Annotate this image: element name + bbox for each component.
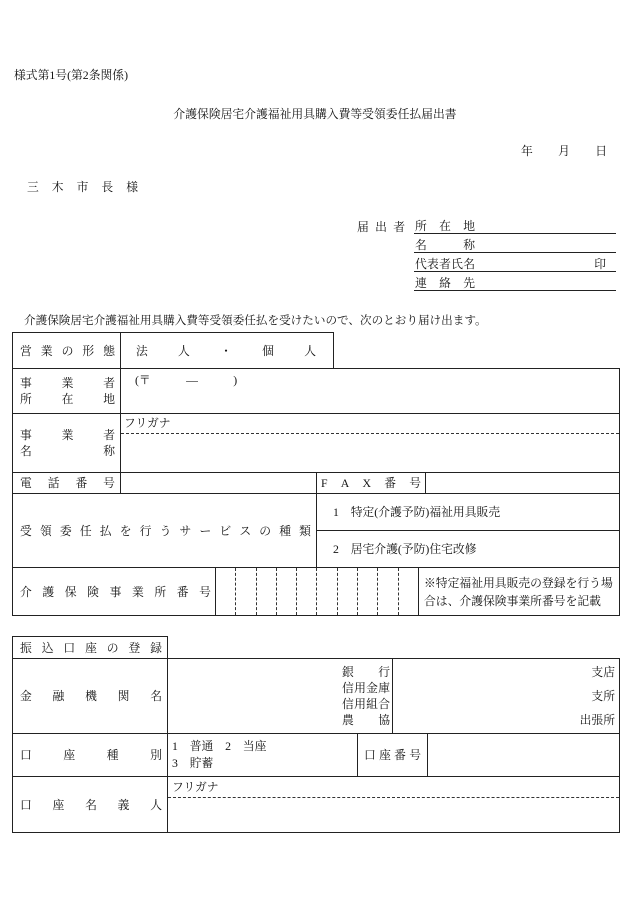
date-day-label: 日	[595, 144, 607, 158]
institution-entry[interactable]	[167, 658, 393, 734]
glyph: 人	[304, 343, 316, 358]
notifier-representative-row	[414, 258, 616, 272]
notifier-address-label	[415, 220, 475, 233]
office-number-digit[interactable]	[256, 568, 276, 615]
fax-label	[317, 475, 425, 491]
postal-code-field: (〒 — )	[135, 373, 238, 387]
glyph: 行	[139, 523, 152, 538]
office-number-digit[interactable]	[296, 568, 316, 615]
glyph: 者	[103, 428, 115, 442]
glyph: 別	[150, 748, 162, 762]
glyph: 地	[463, 219, 475, 233]
bank-section-label	[13, 640, 167, 656]
business-name-label-line1	[13, 427, 120, 443]
business-address-label-cell	[12, 368, 121, 414]
branch-entry[interactable]	[392, 658, 620, 734]
business-type-label	[13, 343, 120, 359]
glyph: 業	[61, 376, 74, 390]
branch-type-agency: 出張所	[579, 713, 615, 727]
glyph: 話	[47, 476, 60, 490]
glyph: 委	[59, 523, 72, 538]
glyph: 名	[463, 257, 475, 271]
business-name-entry[interactable]	[121, 434, 619, 472]
glyph: 人	[150, 797, 162, 812]
notifier-representative-label	[415, 258, 475, 271]
bank-section-header	[12, 636, 168, 659]
office-number-label-cell	[12, 567, 216, 616]
glyph: 所	[20, 392, 32, 406]
date-month-label: 月	[558, 144, 570, 158]
form-title: 介護保険居宅介護福祉用具購入費等受領委任払届出書	[173, 107, 457, 121]
date-year-label: 年	[521, 144, 533, 158]
office-number-digit[interactable]	[398, 568, 418, 615]
holder-label	[13, 797, 167, 813]
institution-type-ja	[342, 712, 390, 728]
phone-entry[interactable]	[120, 472, 317, 494]
glyph: 態	[103, 343, 115, 358]
glyph: X	[362, 476, 371, 490]
glyph: ー	[199, 523, 212, 538]
glyph: 名	[150, 689, 162, 703]
holder-furigana-row[interactable]	[168, 777, 619, 798]
glyph: 類	[299, 523, 311, 538]
glyph: 長	[101, 180, 114, 194]
glyph: う	[159, 523, 172, 538]
glyph: 在	[61, 392, 74, 406]
glyph: 法	[136, 343, 148, 358]
glyph: 金	[20, 689, 32, 703]
glyph: 業	[131, 584, 144, 599]
office-number-digit[interactable]	[316, 568, 336, 615]
glyph: 代	[415, 257, 427, 271]
glyph: を	[119, 523, 132, 538]
glyph: 氏	[451, 257, 463, 271]
fax-entry[interactable]	[425, 472, 620, 494]
glyph: 番	[394, 748, 406, 762]
glyph: 者	[393, 220, 405, 234]
glyph: 保	[64, 584, 77, 599]
glyph: 業	[61, 428, 74, 442]
glyph: 号	[103, 476, 115, 490]
holder-cell	[167, 776, 620, 833]
intro-text: 介護保険居宅介護福祉用具購入費等受領委任払を受けたいので、次のとおり届け出ます。	[24, 314, 487, 327]
office-number-digit[interactable]	[337, 568, 357, 615]
form-number: 様式第1号(第2条関係)	[14, 68, 129, 82]
notifier-address-row	[414, 220, 616, 234]
account-type-label	[13, 747, 167, 763]
glyph: 受	[20, 523, 32, 538]
institution-type-credit-union	[342, 696, 390, 712]
institution-type-list	[342, 664, 390, 728]
glyph: 業	[40, 343, 53, 358]
holder-label-cell	[12, 776, 168, 833]
glyph: 名	[415, 238, 427, 252]
glyph: 営	[20, 343, 32, 358]
glyph: 三	[27, 180, 39, 194]
glyph: 口	[364, 748, 376, 762]
office-number-note-cell	[418, 567, 620, 616]
glyph: 在	[439, 219, 451, 233]
office-number-note: ※特定福祉用具販売の登録を行う場合は、介護保険事業所番号を記載	[424, 575, 613, 608]
account-type-line-1: 1 普通 2 当座	[172, 739, 267, 753]
business-address-label-line2	[13, 391, 120, 407]
glyph: 称	[103, 444, 115, 458]
glyph: 称	[463, 238, 475, 252]
glyph: 口	[20, 797, 32, 812]
business-type-label-cell	[12, 332, 121, 369]
glyph: 融	[52, 689, 65, 703]
glyph: 名	[20, 444, 32, 458]
business-type-options-cell	[120, 332, 334, 369]
addressee	[27, 181, 138, 193]
business-name-label-line2	[13, 443, 120, 459]
glyph: 行	[378, 665, 390, 679]
business-address-entry[interactable]	[120, 368, 620, 414]
glyph: F	[321, 476, 328, 490]
holder-furigana-label: フリガナ	[172, 780, 219, 794]
glyph: サ	[179, 523, 192, 538]
glyph: 事	[20, 376, 32, 390]
glyph: ビ	[219, 523, 232, 538]
glyph: 所	[154, 584, 167, 599]
glyph: 機	[85, 689, 97, 703]
office-number-digit[interactable]	[276, 568, 296, 615]
holder-name-entry[interactable]	[168, 798, 619, 832]
phone-label-cell	[12, 472, 121, 494]
glyph: 介	[20, 584, 32, 599]
office-number-digit-boxes	[215, 567, 419, 616]
glyph: 出	[375, 220, 387, 234]
account-number-entry[interactable]	[427, 733, 620, 777]
notifier-contact-entry[interactable]	[475, 277, 616, 290]
glyph: 金	[366, 681, 378, 695]
glyph: 座	[379, 748, 391, 762]
submission-date	[521, 145, 607, 157]
glyph: 録	[150, 640, 162, 655]
notifier-representative-entry[interactable]	[475, 258, 594, 271]
furigana-label: フリガナ	[124, 416, 171, 430]
glyph: 農	[342, 713, 354, 727]
notifier-name-label	[415, 239, 475, 252]
glyph: 届	[357, 220, 369, 234]
glyph: 登	[128, 640, 141, 655]
glyph: 払	[99, 523, 112, 538]
business-name-cell	[120, 413, 620, 473]
glyph: 表	[427, 257, 439, 271]
business-address-label-line1	[13, 375, 120, 391]
glyph: 絡	[439, 276, 451, 290]
glyph: 木	[51, 180, 64, 194]
glyph: A	[340, 476, 350, 490]
notifier-name-row	[414, 239, 616, 253]
service-type-label	[13, 523, 316, 539]
glyph: 号	[409, 476, 421, 490]
glyph: ・	[220, 343, 232, 358]
service-option-1	[316, 493, 620, 531]
glyph: 先	[463, 276, 475, 290]
glyph: 険	[87, 584, 99, 599]
glyph: 者	[439, 257, 451, 271]
account-number-label	[358, 747, 427, 763]
glyph: 号	[199, 584, 211, 599]
glyph: 用	[354, 697, 366, 711]
business-name-furigana-row[interactable]	[121, 414, 619, 434]
seal-mark: 印	[594, 257, 606, 271]
glyph: 込	[41, 640, 54, 655]
glyph: 組	[366, 697, 378, 711]
institution-label-cell	[12, 658, 168, 734]
glyph: 銀	[342, 665, 354, 679]
glyph: 所	[415, 219, 427, 233]
office-number-digit[interactable]	[357, 568, 377, 615]
glyph: 人	[178, 343, 190, 358]
account-type-label-cell	[12, 733, 168, 777]
glyph: 座	[63, 748, 76, 762]
glyph: 名	[85, 797, 97, 812]
glyph: 号	[409, 748, 421, 762]
glyph: 番	[176, 584, 189, 599]
glyph: 者	[103, 376, 115, 390]
glyph: 形	[82, 343, 95, 358]
fax-label-cell	[316, 472, 426, 494]
glyph: 信	[342, 681, 354, 695]
service-option-2	[316, 530, 620, 568]
notifier-label	[357, 221, 405, 233]
glyph: 地	[103, 392, 115, 406]
glyph: 個	[262, 343, 274, 358]
notifier-address-entry[interactable]	[475, 220, 616, 233]
business-type-options	[121, 343, 333, 359]
glyph: 任	[79, 523, 92, 538]
service-type-label-cell	[12, 493, 317, 568]
office-number-label	[13, 584, 215, 600]
glyph: 用	[354, 681, 366, 695]
glyph: 市	[76, 180, 89, 194]
glyph: 領	[39, 523, 52, 538]
institution-type-shinkin	[342, 680, 390, 696]
glyph: 合	[378, 697, 390, 711]
glyph: 庫	[378, 681, 390, 695]
glyph: ス	[239, 523, 252, 538]
glyph: 関	[117, 689, 130, 703]
glyph: 義	[117, 797, 130, 812]
glyph: 事	[20, 428, 32, 442]
institution-type-bank	[342, 664, 390, 680]
phone-label	[13, 475, 120, 491]
notifier-contact-label	[415, 277, 475, 290]
account-type-options	[167, 733, 358, 777]
account-type-line-2: 3 貯蓄	[172, 756, 214, 770]
glyph: 信	[342, 697, 354, 711]
glyph: 事	[109, 584, 122, 599]
office-number-digit[interactable]	[377, 568, 397, 615]
service-option-1-text: 1 特定(介護予防)福祉用具販売	[333, 505, 501, 519]
glyph: 口	[20, 748, 32, 762]
notifier-contact-row	[414, 277, 616, 291]
glyph: 連	[415, 276, 427, 290]
office-number-digit[interactable]	[235, 568, 255, 615]
glyph: 種	[106, 748, 119, 762]
branch-type-branch: 支店	[591, 665, 615, 679]
glyph: 協	[378, 713, 390, 727]
glyph: 振	[20, 640, 32, 655]
glyph: 護	[42, 584, 55, 599]
institution-label	[13, 688, 167, 704]
notifier-name-entry[interactable]	[475, 239, 616, 252]
service-option-2-text: 2 居宅介護(予防)住宅改修	[333, 542, 477, 556]
branch-type-sub-branch: 支所	[591, 689, 615, 703]
glyph: 番	[384, 476, 396, 490]
glyph: 座	[52, 797, 65, 812]
glyph: 座	[85, 640, 97, 655]
glyph: 種	[279, 523, 291, 538]
glyph: の	[61, 343, 74, 358]
glyph: 電	[20, 476, 32, 490]
glyph: の	[259, 523, 272, 538]
glyph: 口	[63, 640, 76, 655]
glyph: 様	[126, 180, 138, 194]
office-number-digit[interactable]	[216, 568, 235, 615]
account-number-label-cell	[357, 733, 428, 777]
glyph: の	[106, 640, 119, 655]
glyph: 番	[75, 476, 88, 490]
business-name-label-cell	[12, 413, 121, 473]
